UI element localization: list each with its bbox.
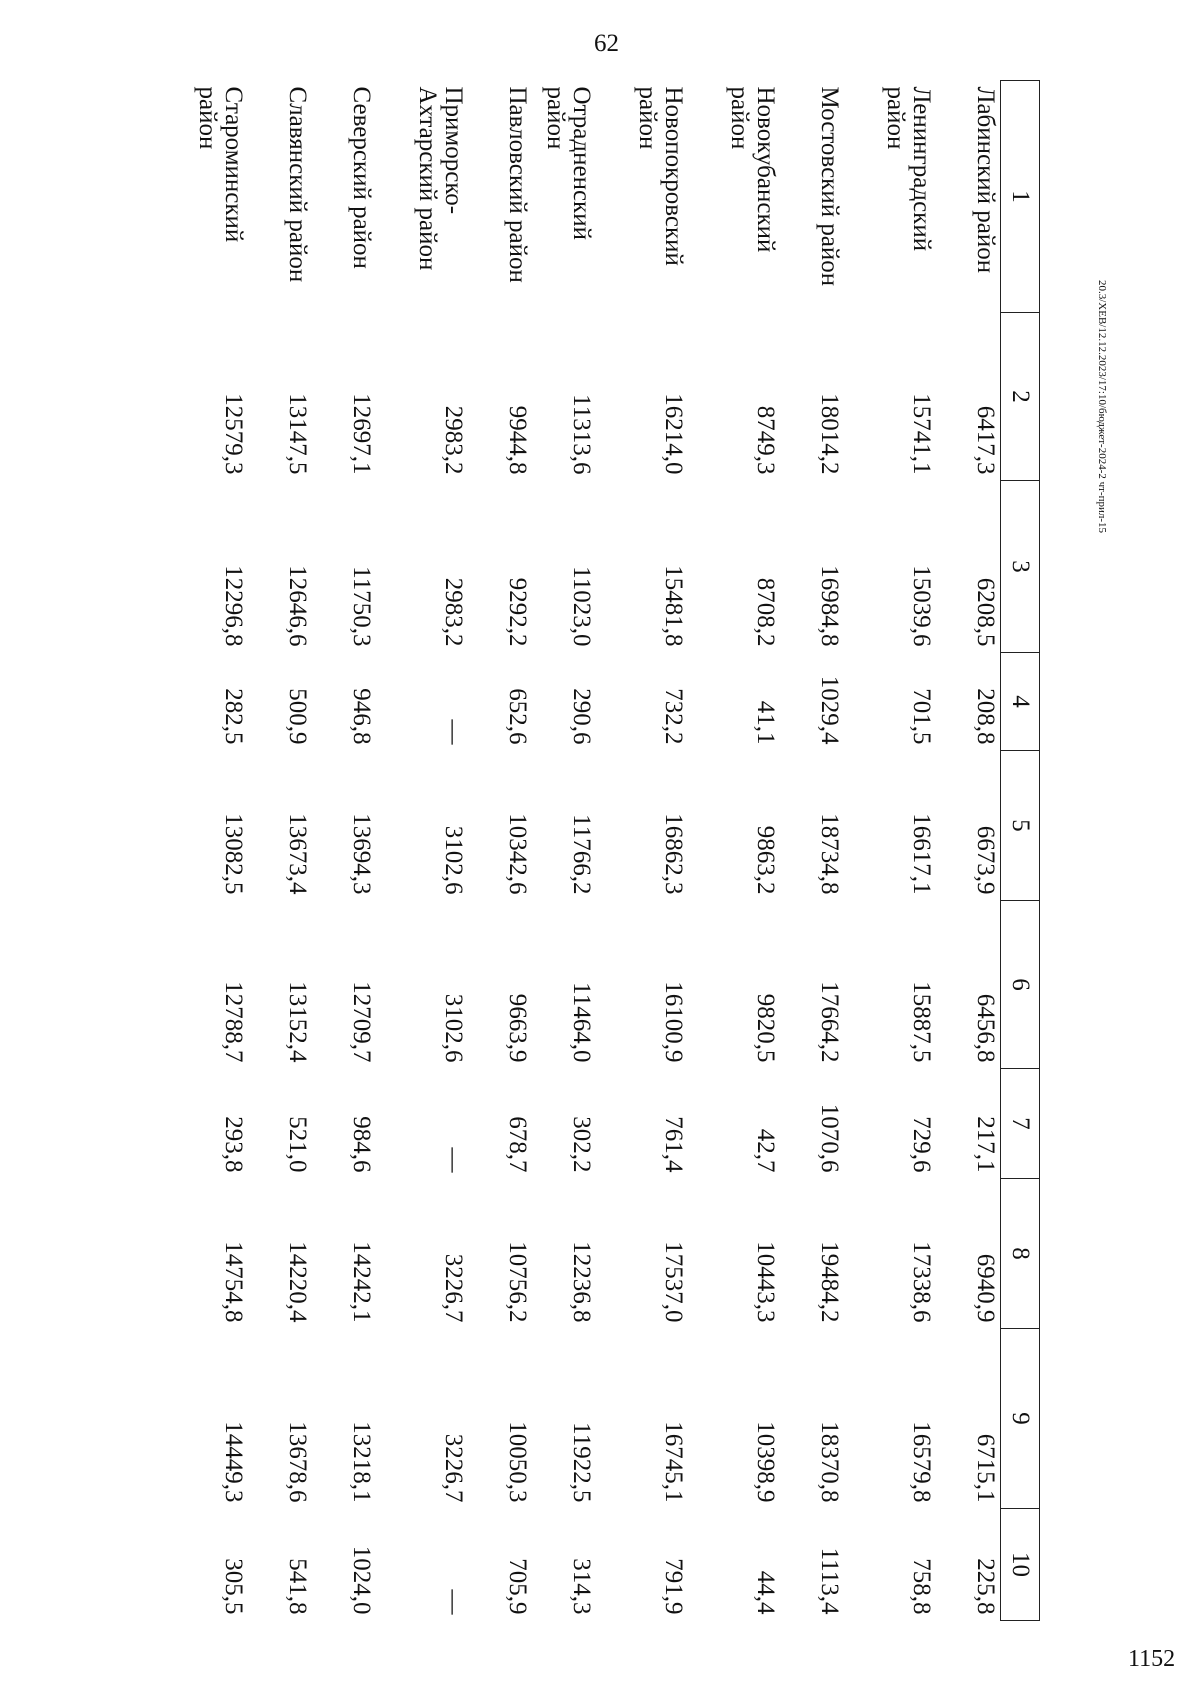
value-cell: 791,9 (660, 1558, 687, 1615)
value-cell: 44,4 (752, 1570, 779, 1615)
value-cell: — (440, 1589, 467, 1615)
value-cell: 13218,1 (348, 1421, 375, 1503)
value-cell: 1070,6 (816, 1103, 843, 1173)
header-row (1001, 81, 1040, 1621)
value-cell: 16214,0 (660, 393, 687, 475)
value-cell: 12236,8 (568, 1241, 595, 1323)
value-cell: 9820,5 (752, 993, 779, 1063)
value-cell: 282,5 (220, 688, 247, 745)
column-header: 8 (1001, 1179, 1040, 1329)
value-cell: 11023,0 (568, 566, 595, 647)
value-cell: 17537,0 (660, 1241, 687, 1323)
district-name-cell: Отрадненский район (541, 86, 595, 240)
value-cell: 652,6 (504, 688, 531, 745)
value-cell: 13147,5 (284, 393, 311, 475)
table-row (936, 81, 1001, 1621)
value-cell: 761,4 (660, 1116, 687, 1173)
value-cell: 16862,3 (660, 813, 687, 895)
value-cell: 1113,4 (816, 1547, 843, 1615)
value-cell: 12709,7 (348, 981, 375, 1063)
district-name-cell: Славянский район (284, 86, 311, 283)
value-cell: 208,8 (972, 688, 999, 745)
value-cell: 946,8 (348, 688, 375, 745)
table-row (596, 81, 688, 1621)
district-name-cell: Приморско-Ахтарский район (413, 86, 467, 271)
table-row (156, 81, 248, 1621)
district-name-cell: Северский район (348, 86, 375, 269)
column-header: 7 (1001, 1069, 1040, 1179)
value-cell: 217,1 (972, 1116, 999, 1173)
value-cell: 14220,4 (284, 1241, 311, 1323)
value-cell: 16745,1 (660, 1421, 687, 1503)
value-cell: 3226,7 (440, 1433, 467, 1503)
district-name-cell: Староминский район (193, 86, 247, 243)
table-row (312, 81, 376, 1621)
value-cell: 705,9 (504, 1558, 531, 1615)
value-cell: 18370,8 (816, 1421, 843, 1503)
value-cell: 16617,1 (908, 813, 935, 895)
value-cell: 1024,0 (348, 1545, 375, 1615)
value-cell: 290,6 (568, 688, 595, 745)
value-cell: 302,2 (568, 1116, 595, 1173)
value-cell: 15481,8 (660, 565, 687, 647)
value-cell: 6456,8 (972, 993, 999, 1063)
value-cell: 10443,3 (752, 1241, 779, 1323)
value-cell: 293,8 (220, 1116, 247, 1173)
value-cell: 6940,9 (972, 1253, 999, 1323)
value-cell: 10398,9 (752, 1421, 779, 1503)
value-cell: 15887,5 (908, 981, 935, 1063)
document-code: 20.3/XEB/12.12.2023/17:10/бюджет-2024-2 чт-прил-15 (1096, 280, 1108, 534)
value-cell: 541,8 (284, 1558, 311, 1615)
value-cell: 314,3 (568, 1558, 595, 1615)
value-cell: 15741,1 (908, 393, 935, 475)
value-cell: 10050,3 (504, 1421, 531, 1503)
rotated-table-container (168, 80, 1040, 1620)
value-cell: 12788,7 (220, 981, 247, 1063)
value-cell: 225,8 (972, 1558, 999, 1615)
value-cell: 305,5 (220, 1558, 247, 1615)
budget-table (156, 80, 1040, 1621)
value-cell: 678,7 (504, 1116, 531, 1173)
column-header: 3 (1001, 481, 1040, 653)
value-cell: 17338,6 (908, 1241, 935, 1323)
value-cell: 6715,1 (972, 1433, 999, 1503)
value-cell: 14242,1 (348, 1241, 375, 1323)
value-cell: 10342,6 (504, 813, 531, 895)
value-cell: 16579,8 (908, 1421, 935, 1503)
value-cell: 11766,2 (568, 814, 595, 895)
value-cell: 12296,8 (220, 565, 247, 647)
value-cell: 9863,2 (752, 825, 779, 895)
column-header: 5 (1001, 751, 1040, 901)
value-cell: 2983,2 (440, 405, 467, 475)
value-cell: 8749,3 (752, 405, 779, 475)
value-cell: 41,1 (752, 700, 779, 745)
value-cell: 14449,3 (220, 1421, 247, 1503)
value-cell: 42,7 (752, 1128, 779, 1173)
value-cell: 13152,4 (284, 981, 311, 1063)
value-cell: 9663,9 (504, 993, 531, 1063)
table-row (532, 81, 596, 1621)
value-cell: 18014,2 (816, 393, 843, 475)
column-header: 4 (1001, 653, 1040, 751)
district-name-cell: Ленинградский район (881, 86, 935, 252)
table-row (468, 81, 532, 1621)
value-cell: 3102,6 (440, 993, 467, 1063)
value-cell: 17664,2 (816, 981, 843, 1063)
district-name-cell: Лабинский район (972, 86, 999, 274)
value-cell: 18734,8 (816, 813, 843, 895)
value-cell: 521,0 (284, 1116, 311, 1173)
table-row (376, 81, 468, 1621)
value-cell: 6417,3 (972, 405, 999, 475)
district-name-cell: Мостовский район (816, 86, 843, 287)
value-cell: 11750,3 (348, 566, 375, 647)
value-cell: 6208,5 (972, 577, 999, 647)
value-cell: 12697,1 (348, 393, 375, 475)
value-cell: 8708,2 (752, 577, 779, 647)
value-cell: 1029,4 (816, 675, 843, 745)
value-cell: 14754,8 (220, 1241, 247, 1323)
value-cell: 3102,6 (440, 825, 467, 895)
value-cell: 13673,4 (284, 813, 311, 895)
value-cell: 984,6 (348, 1116, 375, 1173)
value-cell: 16100,9 (660, 981, 687, 1063)
value-cell: 12646,6 (284, 565, 311, 647)
value-cell: 9944,8 (504, 405, 531, 475)
value-cell: 13694,3 (348, 813, 375, 895)
value-cell: 16984,8 (816, 565, 843, 647)
table-row (248, 81, 312, 1621)
value-cell: 500,9 (284, 688, 311, 745)
sheet-number: 1152 (1128, 1646, 1176, 1672)
value-cell: 12579,3 (220, 393, 247, 475)
value-cell: 9292,2 (504, 577, 531, 647)
value-cell: — (440, 719, 467, 745)
value-cell: 701,5 (908, 688, 935, 745)
value-cell: 732,2 (660, 688, 687, 745)
district-name-cell: Новокубанский район (725, 86, 779, 253)
value-cell: 13678,6 (284, 1421, 311, 1503)
column-header: 6 (1001, 901, 1040, 1069)
table-row (780, 81, 844, 1621)
value-cell: 11922,5 (568, 1422, 595, 1503)
district-name-cell: Павловский район (504, 86, 531, 283)
value-cell: 758,8 (908, 1558, 935, 1615)
value-cell: 10756,2 (504, 1241, 531, 1323)
column-header: 2 (1001, 313, 1040, 481)
district-name-cell: Новопокровский район (633, 86, 687, 266)
table-row (844, 81, 936, 1621)
value-cell: — (440, 1147, 467, 1173)
column-header: 10 (1001, 1509, 1040, 1621)
value-cell: 11313,6 (568, 394, 595, 475)
table-row (688, 81, 780, 1621)
column-header: 9 (1001, 1329, 1040, 1509)
column-header: 1 (1001, 81, 1040, 313)
value-cell: 2983,2 (440, 577, 467, 647)
value-cell: 6673,9 (972, 825, 999, 895)
value-cell: 13082,5 (220, 813, 247, 895)
value-cell: 729,6 (908, 1116, 935, 1173)
value-cell: 19484,2 (816, 1241, 843, 1323)
page-number: 62 (594, 30, 619, 57)
value-cell: 3226,7 (440, 1253, 467, 1323)
value-cell: 11464,0 (568, 982, 595, 1063)
value-cell: 15039,6 (908, 565, 935, 647)
